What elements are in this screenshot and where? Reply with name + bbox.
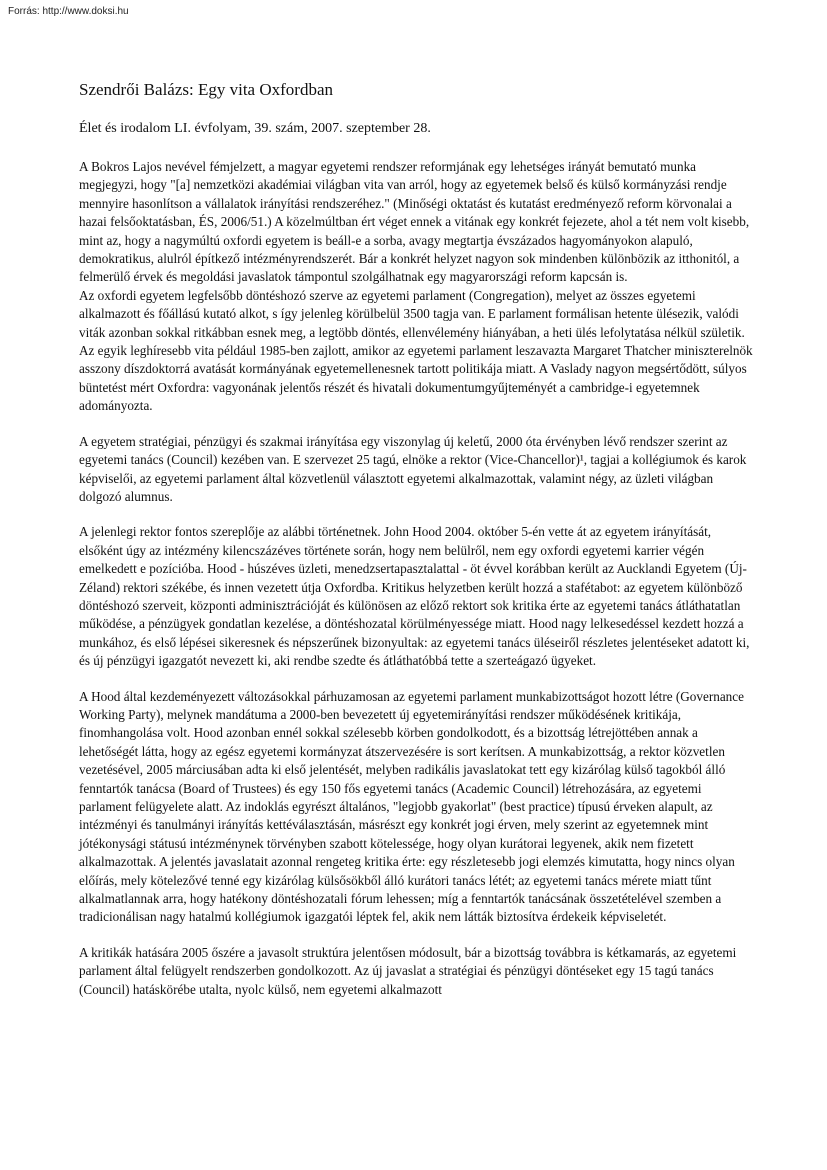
source-url: Forrás: http://www.doksi.hu — [8, 6, 129, 17]
document-body — [79, 80, 755, 1016]
paragraph-working-party: A Hood által kezdeményezett változásokkal párhuzamosan az egyetemi parlament munkabizottságot hozott létre (Governance Working Party), melynek mandátuma a 2000-ben bevezetett új egyetemirányítási rendszer működésének kritikája, finomhangolása volt. Hood azonban ennél sokkal szélesebb körben gondolkodott, és a bizottság létrejöttében annak a lehetőségét látta, hogy az egész egyetemi kormányzat átszervezésére is sort kerítsen. A munkabizottság, a rektor közvetlen vezetésével, 2005 márciusában adta ki első jelentését, melyben radikális javaslatokat tett egy kizárólag külső tagokból álló fenntartók tanácsa (Board of Trustees) és egy 150 fős egyetemi tanács (Academic Council) létrehozására, az egyetemi parlament felügyelete alatt. Az indoklás egyrészt általános, "legjobb gyakorlat" (best practice) típusú érveken alapult, az intézményi és tanulmányi irányítás kettéválasztásán, másrészt egy konkrét jogi érven, mely szerint az egyetemnek mint jótékonysági státusú intézménynek törvényben szabott kötelessége, hogy olyan kurátorai legyenek, akik nem fizetett alkalmazottak. A jelentés javaslatait azonnal rengeteg kritika érte: egy részletesebb jogi elemzés kimutatta, hogy nincs olyan előírás, mely kötelezővé tenné egy kizárólag külsősökből álló kurátori tanács létét; az egyetemi tanács mérete miatt tűnt alkalmatlannak arra, hogy hatékony döntéshozatali fórum lehessen; míg a fenntartók tanácsának összetételével szemben a tradicionálisan nagy hatalmú kollégiumok igazgatói léptek fel, akik nem látták biztosítva érdekeik képviseletét. — [79, 688, 744, 925]
paragraph-congregation: Az oxfordi egyetem legfelsőbb döntéshozó szerve az egyetemi parlament (Congregation), melyet az összes egyetemi alkalmazott és főállású kutató alkot, s így jelenleg körülbelül 3500 tagja van. E parlament formálisan hetente ülésezik, valódi viták azonban sokkal ritkábban esnek meg, a legtöbb döntés, ellenvélemény hiányában, a heti ülés lefolytatása nélkül születik. Az egyik leghíresebb vita például 1985-ben zajlott, amikor az egyetemi parlament leszavazta Margaret Thatcher miniszterelnök asszony díszdoktorrá avatását kormányának egyetemellenesnek tartott politikája miatt. A Vaslady nagyon megsértődött, súlyos büntetést mért Oxfordra: vagyonának jelentős részét és hivatali dokumentumgyűjteményét a cambridge-i egyetemnek adományozta. — [79, 287, 753, 414]
paragraph-council: A egyetem stratégiai, pénzügyi és szakmai irányítása egy viszonylag új keletű, 2000 óta érvényben lévő rendszer szerint az egyetemi tanács (Council) kezében van. E szervezet 25 tagú, elnöke a rektor (Vice-Chancellor)¹, tagjai a kollégiumok és karok képviselői, az egyetemi parlament által közvetlenül választott egyetemi alkalmazottak, valamint négy, az üzleti világban dolgozó alumnus. — [79, 433, 747, 504]
document-subtitle: Élet és irodalom LI. évfolyam, 39. szám, 2007. szeptember 28. — [79, 121, 431, 136]
paragraph-john-hood: A jelenlegi rektor fontos szereplője az alábbi történetnek. John Hood 2004. október 5-én vette át az egyetem irányítását, elsőként úgy az intézmény kilencszázéves története során, hogy nem belülről, nem egy oxfordi egyetemi karrier végén emelkedett e pozícióba. Hood - húszéves üzleti, menedzsertapasztalattal - öt évvel korábban került az Aucklandi Egyetem (Új-Zéland) rektori székébe, és innen vezetett útja Oxfordba. Kritikus helyzetben került hozzá a stafétabot: az egyetem különböző döntéshozó szerveit, központi adminisztrációját és különösen az előző rektort sok kritika érte az egyetemi tanács átláthatatlan működése, a pénzügyek gondatlan kezelése, a döntéshozatal körülményessége miatt. Hood nagy lelkesedéssel kezdett hozzá a munkához, és első lépései sikeresnek és népszerűnek bizonyultak: az egyetemi tanács üléseiről részletes jelentéseket adatott ki, és új pénzügyi igazgatót nevezett ki, aki rendbe szedte és átláthatóbbá tette a szerteágazó ügyeket. — [79, 524, 750, 669]
document-title: Szendrői Balázs: Egy vita Oxfordban — [79, 80, 333, 99]
paragraph-revised-proposal: A kritikák hatására 2005 őszére a javasolt struktúra jelentősen módosult, bár a bizottság továbbra is kétkamarás, az egyetemi parlament által felügyelt rendszerben gondolkozott. Az új javaslat a stratégiai és pénzügyi döntéseket egy 15 tagú tanács (Council) hatáskörébe utalta, nyolc külső, nem egyetemi alkalmazott — [79, 944, 737, 997]
paragraph-intro: A Bokros Lajos nevével fémjelzett, a magyar egyetemi rendszer reformjának egy lehetséges irányát bemutató munka megjegyzi, hogy "[a] nemzetközi akadémiai világban vita van arról, hogy az egyetemek belső és külső kormányzási rendje mennyire hasonlítson a vállalatok irányítási rendszeréhez." (Minőségi oktatást és kutatást eredményező reform körvonalai a hazai felsőoktatásban, ÉS, 2006/51.) A közelmúltban ért véget ennek a vitának egy konkrét fejezete, ahol a tét nem volt kisebb, mint az, hogy a nagymúltú oxfordi egyetem is beáll-e a sorba, avagy megtartja évszázados hagyományokon alapuló, demokratikus, alulról építkező intézményrendszerét. Bár a konkrét helyzet nagyon sok mindenben különbözik az itthonitól, a felmerülő érvek és megoldási javaslatok támpontul szolgálhatnak egy magyarországi reform kapcsán is. — [79, 159, 750, 285]
